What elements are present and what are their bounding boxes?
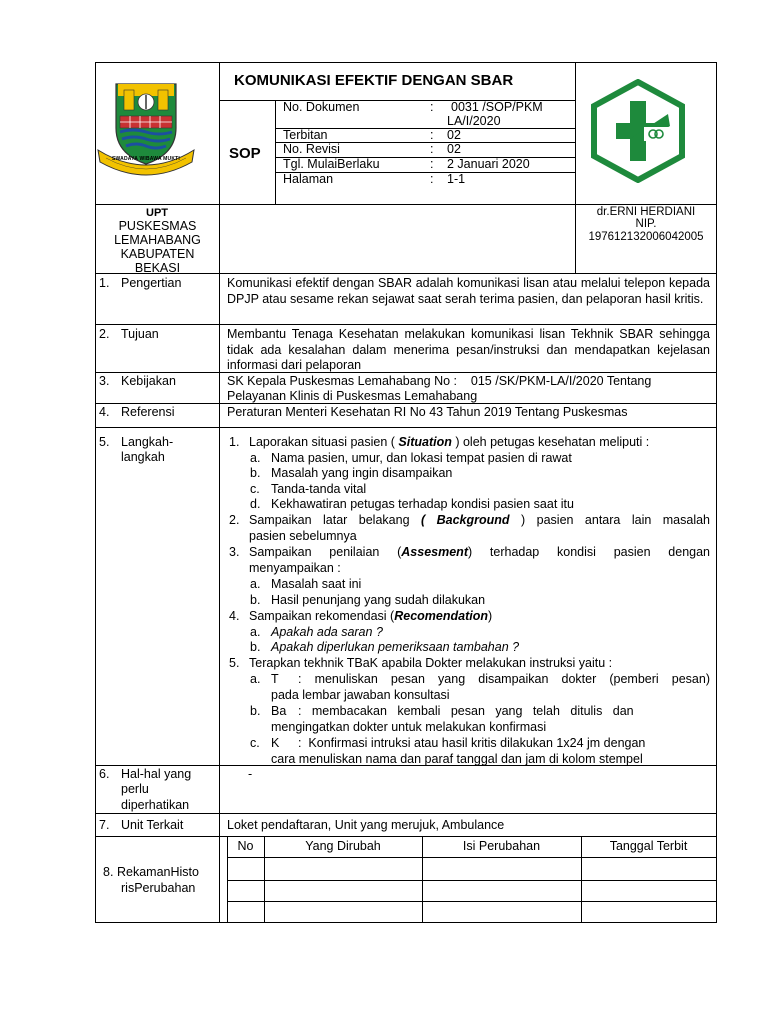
section-number: 4. bbox=[99, 405, 110, 419]
list-item: Masalah saat ini bbox=[271, 577, 362, 591]
list-letter: c. bbox=[250, 482, 260, 496]
section-number: 5. bbox=[99, 435, 110, 449]
meta-sep: : bbox=[430, 100, 434, 114]
list-letter: c. bbox=[250, 736, 260, 750]
list-item: : membacakan kembali pesan yang telah ditulis dan bbox=[298, 704, 634, 718]
meta-value-dokumen-2: LA/I/2020 bbox=[447, 114, 501, 128]
list-item: Tanda-tanda vital bbox=[271, 482, 367, 496]
revision-col-dirubah: Yang Dirubah bbox=[305, 839, 381, 853]
meta-sep: : bbox=[430, 142, 434, 156]
meta-label-terbitan: Terbitan bbox=[283, 128, 328, 142]
section-label-hal-3: diperhatikan bbox=[121, 798, 190, 812]
org-lemahabang: LEMAHABANG bbox=[114, 233, 201, 247]
list-item: : menuliskan pesan yang disampaikan dokter (pemberi pesan) bbox=[298, 672, 710, 686]
list-item: menyampaikan : bbox=[249, 561, 341, 575]
list-letter: a. bbox=[250, 672, 261, 686]
section-text-kebijakan-2: Pelayanan Klinis di Puskesmas Lemahabang bbox=[227, 389, 478, 403]
list-item: Nama pasien, umur, dan lokasi tempat pasien di rawat bbox=[271, 451, 572, 465]
meta-label-revisi: No. Revisi bbox=[283, 142, 340, 156]
list-item: Terapkan tekhnik TBaK apabila Dokter melakukan instruksi yaitu : bbox=[249, 656, 613, 670]
section-label-rekaman-2: risPerubahan bbox=[121, 881, 196, 895]
meta-value-dokumen: 0031 /SOP/PKM bbox=[451, 100, 543, 114]
list-item: Hasil penunjang yang sudah dilakukan bbox=[271, 593, 486, 607]
list-letter: a. bbox=[250, 625, 261, 639]
revision-col-tanggal: Tanggal Terbit bbox=[609, 839, 688, 853]
list-letter: d. bbox=[250, 497, 261, 511]
section-number: 2. bbox=[99, 327, 110, 341]
list-item: Apakah ada saran ? bbox=[271, 625, 383, 639]
list-item: Kekhawatiran petugas terhadap kondisi pasien saat itu bbox=[271, 497, 574, 511]
list-item: Sampaikan rekomendasi (Recomendation) bbox=[249, 609, 493, 623]
list-item: : Konfirmasi intruksi atau hasil kritis dilakukan 1x24 jm dengan bbox=[298, 736, 646, 750]
section-label-langkah-1: Langkah- bbox=[121, 435, 174, 449]
org-bekasi: BEKASI bbox=[134, 261, 181, 275]
list-letter: a. bbox=[250, 577, 261, 591]
section-label-unit: Unit Terkait bbox=[121, 818, 184, 832]
list-item: mengingatkan dokter untuk melakukan konfirmasi bbox=[271, 720, 547, 734]
section-text-pengertian: Komunikasi efektif dengan SBAR adalah komunikasi lisan atau melalui telepon kepada DPJP atau sesame rekan sejawat saat serah terima pasien, dan pelaporan hasil kritis. bbox=[227, 276, 710, 306]
section-number: 8. bbox=[103, 865, 114, 879]
list-letter: b. bbox=[250, 640, 261, 654]
signer-name: dr.ERNI HERDIANI bbox=[596, 206, 696, 218]
sop-label: SOP bbox=[229, 145, 261, 162]
list-letter: b. bbox=[250, 593, 261, 607]
logo-ribbon-text: SWADAYA WIBAWA MUKTI bbox=[112, 156, 180, 162]
list-letter: a. bbox=[250, 451, 261, 465]
list-letter: b. bbox=[250, 466, 261, 480]
tbak-key: Ba bbox=[271, 704, 287, 718]
signer-nip-label: NIP. bbox=[635, 218, 657, 230]
section-label-rekaman-1: RekamanHisto bbox=[117, 865, 199, 879]
kabupaten-logo bbox=[96, 76, 196, 176]
section-label-hal-1: Hal-hal yang bbox=[121, 767, 192, 781]
section-number: 3. bbox=[99, 374, 110, 388]
org-upt: UPT bbox=[146, 207, 168, 219]
meta-value-terbitan: 02 bbox=[447, 128, 461, 142]
meta-sep: : bbox=[430, 128, 434, 142]
list-item: pasien sebelumnya bbox=[249, 529, 357, 543]
meta-value-revisi: 02 bbox=[447, 142, 461, 156]
list-item: Masalah yang ingin disampaikan bbox=[271, 466, 453, 480]
tbak-key: K bbox=[271, 736, 280, 750]
section-label-kebijakan: Kebijakan bbox=[121, 374, 176, 388]
section-label-hal-2: perlu bbox=[121, 782, 149, 796]
list-number: 4. bbox=[229, 609, 240, 623]
puskesmas-logo bbox=[586, 79, 690, 183]
tbak-key: T bbox=[271, 672, 279, 686]
org-puskesmas: PUSKESMAS bbox=[118, 219, 197, 233]
section-label-langkah-2: langkah bbox=[121, 450, 165, 464]
section-number: 1. bbox=[99, 276, 110, 290]
list-number: 3. bbox=[229, 545, 240, 559]
list-item: Laporakan situasi pasien ( Situation ) oleh petugas kesehatan meliputi : bbox=[249, 435, 650, 449]
list-item: pada lembar jawaban konsultasi bbox=[271, 688, 450, 702]
section-label-referensi: Referensi bbox=[121, 405, 175, 419]
org-kabupaten: KABUPATEN bbox=[120, 247, 195, 261]
revision-col-no: No bbox=[237, 839, 254, 853]
meta-value-halaman: 1-1 bbox=[447, 172, 466, 186]
list-item: cara menuliskan nama dan paraf tanggal dan jam di kolom stempel bbox=[271, 752, 643, 766]
section-text-hal: - bbox=[248, 767, 253, 781]
list-item: Apakah diperlukan pemeriksaan tambahan ? bbox=[271, 640, 520, 654]
list-number: 2. bbox=[229, 513, 240, 527]
list-item: Sampaikan latar belakang ( Background ) pasien antara lain masalah bbox=[249, 513, 711, 527]
section-text-unit: Loket pendaftaran, Unit yang merujuk, Ambulance bbox=[227, 818, 505, 832]
signer-nip: 197612132006042005 bbox=[588, 231, 704, 243]
list-letter: b. bbox=[250, 704, 261, 718]
list-item: Sampaikan penilaian (Assesment) terhadap kondisi pasien dengan bbox=[249, 545, 710, 559]
list-number: 1. bbox=[229, 435, 240, 449]
meta-label-dokumen: No. Dokumen bbox=[283, 100, 360, 114]
list-number: 5. bbox=[229, 656, 240, 670]
document-title: KOMUNIKASI EFEKTIF DENGAN SBAR bbox=[234, 72, 514, 89]
revision-col-isi: Isi Perubahan bbox=[462, 839, 541, 853]
section-text-referensi: Peraturan Menteri Kesehatan RI No 43 Tahun 2019 Tentang Puskesmas bbox=[227, 405, 628, 419]
section-text-tujuan: Membantu Tenaga Kesehatan melakukan komunikasi lisan Tekhnik SBAR sehingga tidak ada kesalahan dalam menerima pesan/instruksi dan mendapatkan kejelasan informasi dari pelaporan bbox=[227, 327, 710, 372]
section-label-tujuan: Tujuan bbox=[121, 327, 159, 341]
meta-label-halaman: Halaman bbox=[283, 172, 334, 186]
section-text-kebijakan-1: SK Kepala Puskesmas Lemahabang No : 015 /SK/PKM-LA/I/2020 Tentang bbox=[227, 374, 652, 388]
meta-label-tgl: Tgl. MulaiBerlaku bbox=[283, 157, 380, 171]
meta-value-tgl: 2 Januari 2020 bbox=[447, 157, 530, 171]
meta-sep: : bbox=[430, 172, 434, 186]
section-number: 7. bbox=[99, 818, 110, 832]
section-label-pengertian: Pengertian bbox=[121, 276, 182, 290]
section-number: 6. bbox=[99, 767, 110, 781]
meta-sep: : bbox=[430, 157, 434, 171]
